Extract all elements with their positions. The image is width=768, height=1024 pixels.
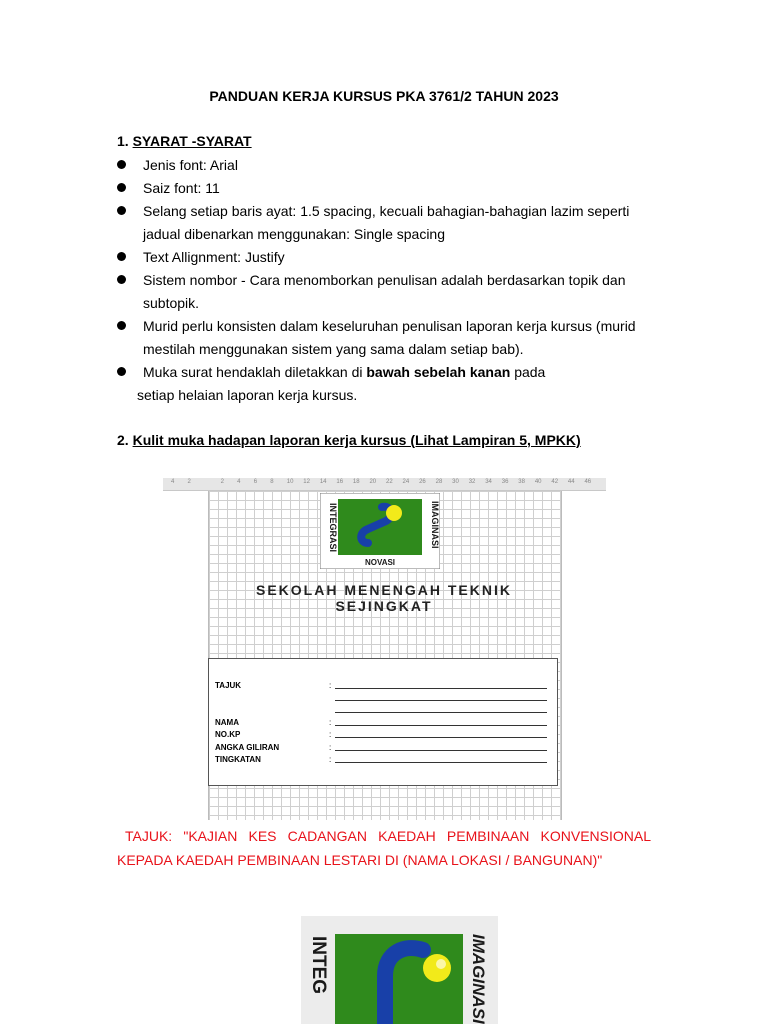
- ruler-tick: 26: [419, 479, 426, 485]
- note-line1: TAJUK: "KAJIAN KES CADANGAN KAEDAH PEMBINAAN KONVENSIONAL: [125, 828, 651, 844]
- bullet-text-continued: setiap helaian laporan kerja kursus.: [137, 387, 358, 403]
- form-colon: :: [329, 681, 332, 690]
- list-item: [117, 246, 677, 269]
- bullet-bold-text: bawah sebelah kanan: [366, 364, 511, 380]
- form-label-tingkatan: TINGKATAN: [215, 755, 261, 764]
- ruler-tick: 2: [220, 479, 224, 485]
- ruler-tick: 28: [435, 479, 443, 485]
- form-label-angka-giliran: ANGKA GILIRAN: [215, 743, 280, 752]
- list-item: [117, 315, 677, 361]
- bullet-text: Text Allignment: Justify: [143, 249, 285, 265]
- list-item: [117, 177, 677, 200]
- bullet-text: Jenis font: Arial: [143, 157, 238, 173]
- cover-page-sample: [163, 478, 606, 820]
- section1-title: SYARAT -SYARAT: [132, 133, 252, 149]
- ruler-tick: 18: [352, 479, 360, 485]
- ruler-tick: 34: [485, 479, 492, 485]
- section2-number: 2.: [117, 432, 129, 448]
- ruler-tick: 30: [452, 479, 459, 485]
- bullet-text-continued: subtopik.: [143, 295, 200, 311]
- ruler-tick: 24: [402, 479, 410, 485]
- logo-text-left: INTEGRASI: [328, 503, 338, 553]
- bullet-text: Sistem nombor - Cara menomborkan penulisan adalah berdasarkan topik dan: [143, 272, 626, 288]
- title-note: [117, 824, 651, 872]
- list-item: [117, 361, 677, 407]
- list-item: [117, 200, 677, 246]
- ruler-tick: 2: [187, 479, 191, 485]
- bullet-text: Saiz font: 11: [143, 180, 220, 196]
- note-line2: KEPADA KAEDAH PEMBINAAN LESTARI DI (NAMA LOKASI / BANGUNAN)": [117, 852, 603, 868]
- ruler-tick: 42: [551, 479, 559, 485]
- bullet-text-continued: jadual dibenarkan menggunakan: Single spacing: [143, 226, 445, 242]
- ruler-tick: 16: [336, 479, 344, 485]
- ruler-tick: 14: [319, 479, 327, 485]
- ruler-tick: 22: [386, 479, 393, 485]
- requirements-list: [117, 154, 677, 407]
- bullet-text-continued: mestilah menggunakan sistem yang sama dalam setiap bab).: [143, 341, 524, 357]
- logo-large-text-right: IMAGINASI: [469, 934, 488, 1024]
- school-logo-large: [301, 916, 498, 1024]
- ruler-tick: 4: [237, 479, 241, 485]
- form-line: [335, 750, 547, 751]
- page-title: PANDUAN KERJA KURSUS PKA 3761/2 TAHUN 2023: [209, 88, 559, 104]
- form-colon: :: [329, 718, 332, 727]
- ruler-tick: 20: [369, 479, 377, 485]
- form-label-nokp: NO.KP: [215, 730, 241, 739]
- ruler-tick: 4: [171, 479, 175, 485]
- logo-text-right: IMAGINASI: [430, 501, 440, 549]
- form-label-nama: NAMA: [215, 718, 239, 727]
- form-line: [335, 725, 547, 726]
- ruler: [163, 478, 606, 491]
- list-item: [117, 154, 677, 177]
- form-colon: :: [329, 730, 332, 739]
- school-name-line2: SEJINGKAT: [335, 598, 433, 614]
- form-colon: :: [329, 743, 332, 752]
- ruler-tick: 46: [584, 479, 592, 485]
- ruler-tick: 40: [534, 479, 542, 485]
- school-logo: [320, 493, 440, 569]
- logo-text-bottom: NOVASI: [364, 558, 396, 567]
- form-colon: :: [329, 755, 332, 764]
- ruler-tick: 44: [567, 479, 575, 485]
- form-label-tajuk: TAJUK: [215, 681, 242, 690]
- ruler-tick: 38: [518, 479, 525, 485]
- bullet-text-after: pada: [510, 364, 546, 380]
- form-line: [335, 712, 547, 713]
- ruler-tick: 32: [468, 479, 476, 485]
- section2-title: Kulit muka hadapan laporan kerja kursus (Lihat Lampiran 5, MPKK): [132, 432, 581, 448]
- section2-heading: [117, 432, 581, 448]
- cover-form: [208, 658, 558, 786]
- bullet-text: Selang setiap baris ayat: 1.5 spacing, kecuali bahagian-bahagian lazim seperti: [143, 203, 630, 219]
- ruler-tick: 12: [303, 479, 310, 485]
- ruler-tick: 10: [286, 479, 294, 485]
- section1-number: 1.: [117, 133, 129, 149]
- form-line: [335, 700, 547, 701]
- list-item: [117, 269, 677, 315]
- school-name-line1: SEKOLAH MENENGAH TEKNIK: [255, 582, 512, 598]
- ruler-tick: 6: [253, 479, 258, 485]
- ruler-tick: 8: [270, 479, 274, 485]
- form-line: [335, 688, 547, 689]
- form-line: [335, 737, 547, 738]
- ruler-tick: 36: [501, 479, 509, 485]
- bullet-text: Muka surat hendaklah diletakkan di: [143, 364, 367, 380]
- bullet-text: Murid perlu konsisten dalam keseluruhan penulisan laporan kerja kursus (murid: [143, 318, 636, 334]
- section1-heading: [117, 133, 252, 149]
- form-line: [335, 762, 547, 763]
- logo-large-text-left: INTEG: [308, 936, 329, 995]
